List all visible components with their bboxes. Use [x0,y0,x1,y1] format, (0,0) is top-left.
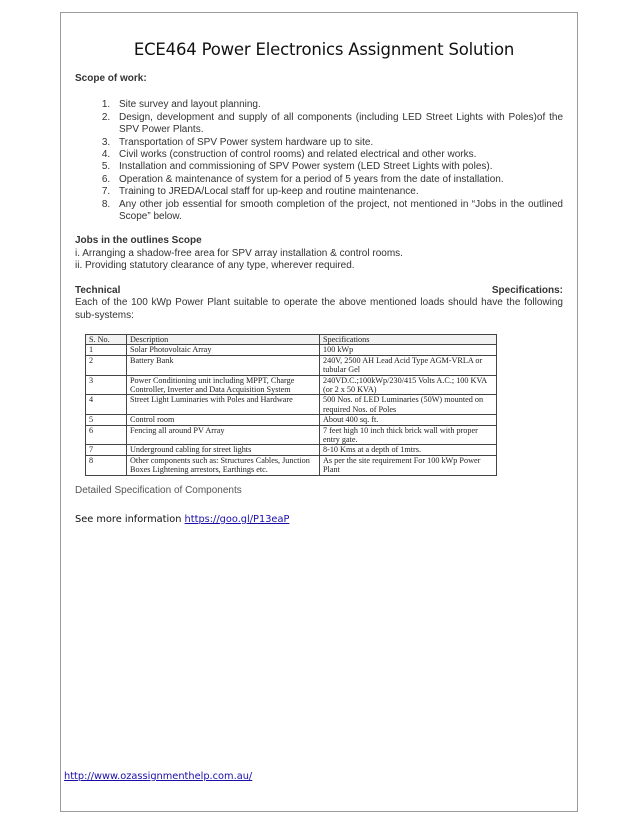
technical-heading-left: Technical [75,284,121,296]
scope-item: 2. Design, development and supply of all components (including LED Street Lights with Poles)of the SPV Power Plants. [113,112,563,137]
scope-item: 8. Any other job essential for smooth completion of the project, not mentioned in “Jobs in the outlined Scope” below. [113,199,563,224]
spec-table-image [85,334,497,476]
scope-item: 1. Site survey and layout planning. [113,99,563,111]
table-row [86,415,497,425]
technical-paragraph: Each of the 100 kWp Power Plant suitable to operate the above mentioned loads should have the following sub-systems: [75,297,563,321]
table-cell: Other components such as: Structures Cables, Junction Boxes Lightening arrestors, Earthings etc. [127,455,320,475]
table-cell: 240VD.C.;100kWp/230/415 Volts A.C.; 100 KVA (or 2 x 50 KVA) [320,375,497,395]
table-cell: About 400 sq. ft. [320,415,497,425]
table-cell: As per the site requirement For 100 kWp Power Plant [320,455,497,475]
table-row [86,425,497,445]
more-info-line [75,514,563,525]
table-cell: Battery Bank [127,355,320,375]
footer [64,771,252,782]
table-cell: 8-10 Kms at a depth of 1mtrs. [320,445,497,455]
table-cell: 500 Nos. of LED Luminaries (50W) mounted on required Nos. of Poles [320,395,497,415]
table-cell: 100 kWp [320,345,497,355]
technical-heading-right: Specifications: [491,284,563,296]
technical-heading-row [75,285,563,297]
table-cell: Street Light Luminaries with Poles and Hardware [127,395,320,415]
scope-list [75,99,563,223]
table-cell: 4 [86,395,127,415]
table-row [86,355,497,375]
table-row [86,445,497,455]
more-info-prefix: See more information [75,513,185,525]
table-caption: Detailed Specification of Components [75,484,242,496]
table-cell: 7 feet high 10 inch thick brick wall with proper entry gate. [320,425,497,445]
table-cell: 3 [86,375,127,395]
scope-item: 6. Operation & maintenance of system for a period of 5 years from the date of installation. [113,174,563,186]
more-info-link[interactable]: https://goo.gl/P13eaP [184,513,290,525]
table-cell: Power Conditioning unit including MPPT, Charge Controller, Inverter and Data Acquisition System [127,375,320,395]
table-row [86,455,497,475]
table-cell: 240V, 2500 AH Lead Acid Type AGM-VRLA or tubular Gel [320,355,497,375]
table-cell: Fencing all around PV Array [127,425,320,445]
table-row [86,345,497,355]
spec-table [85,334,497,476]
table-cell: 5 [86,415,127,425]
table-cell: 2 [86,355,127,375]
table-header-row [86,334,497,344]
footer-link[interactable]: http://www.ozassignmenthelp.com.au/ [64,771,253,782]
document-body [75,40,563,525]
table-cell: 8 [86,455,127,475]
table-cell: 6 [86,425,127,445]
page-title: ECE464 Power Electronics Assignment Solution [133,40,515,59]
jobs-line-2: ii. Providing statutory clearance of any type, wherever required. [75,260,355,272]
table-header-cell: Specifications [320,334,497,344]
scope-item: 7. Training to JREDA/Local staff for up-keep and routine maintenance. [113,186,563,198]
jobs-heading: Jobs in the outlines Scope [75,235,202,247]
scope-item: 3. Transportation of SPV Power system hardware up to site. [113,137,563,149]
table-cell: Solar Photovoltaic Array [127,345,320,355]
scope-heading: Scope of work: [75,73,147,84]
table-cell: 7 [86,445,127,455]
table-cell: 1 [86,345,127,355]
jobs-line-1: i. Arranging a shadow-free area for SPV array installation & control rooms. [75,247,403,259]
table-cell: Control room [127,415,320,425]
scope-item: 4. Civil works (construction of control rooms) and related electrical and other works. [113,149,563,161]
table-row [86,375,497,395]
scope-item: 5. Installation and commissioning of SPV Power system (LED Street Lights with poles). [113,161,563,173]
table-header-cell: S. No. [86,334,127,344]
table-row [86,395,497,415]
table-header-cell: Description [127,334,320,344]
table-cell: Underground cabling for street lights [127,445,320,455]
